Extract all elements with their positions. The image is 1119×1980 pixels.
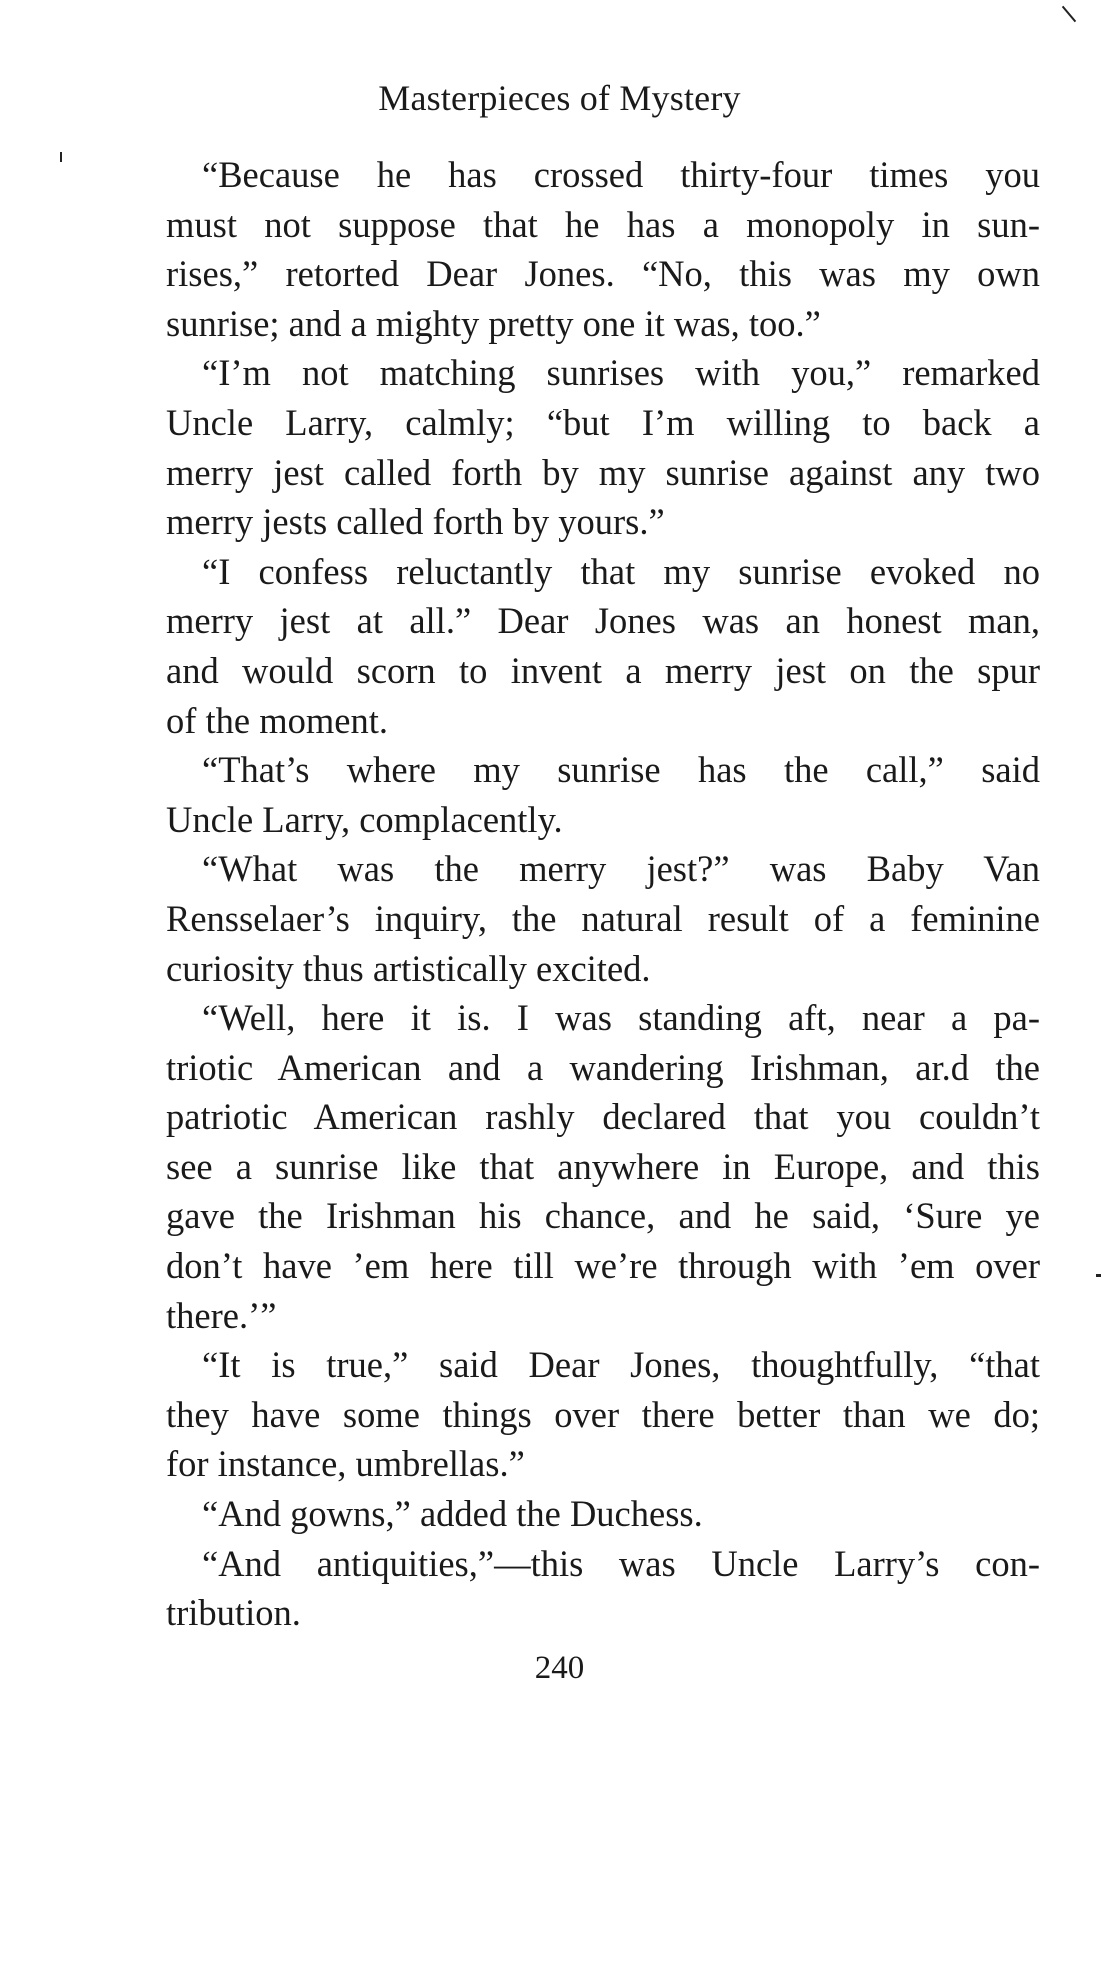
text-line: rises,” retorted Dear Jones. “No, this was my own (166, 253, 1040, 295)
text-line: and would scorn to invent a merry jest on the spur (166, 649, 1040, 691)
text-line: see a sunrise like that anywhere in Europe, and this (166, 1145, 1040, 1187)
scan-mark (1096, 1274, 1101, 1277)
text-line: sunrise; and a mighty pretty one it was, too.” (166, 302, 821, 344)
text-line: Uncle Larry, complacently. (166, 798, 563, 840)
text-line: tribution. (166, 1592, 301, 1634)
text-line: “Because he has crossed thirty-four times you (202, 154, 1040, 195)
body-text (130, 150, 1040, 1638)
paragraph (130, 150, 1040, 348)
scan-mark (60, 152, 62, 162)
paragraph (130, 993, 1040, 1340)
paragraph (130, 844, 1040, 993)
text-line: merry jest at all.” Dear Jones was an honest man, (166, 600, 1040, 642)
text-line: patriotic American rashly declared that you couldn’t (166, 1096, 1040, 1138)
running-head: Masterpieces of Mystery (378, 78, 741, 118)
text-line: merry jest called forth by my sunrise against any two (166, 451, 1040, 493)
text-line: “I’m not matching sunrises with you,” remarked (202, 352, 1040, 394)
text-line: “I confess reluctantly that my sunrise evoked no (202, 550, 1040, 592)
text-line: “It is true,” said Dear Jones, thoughtfully, “that (202, 1344, 1040, 1386)
text-line: there.’” (166, 1294, 277, 1336)
text-line: for instance, umbrellas.” (166, 1443, 525, 1485)
text-line: triotic American and a wandering Irishman, ar.d the (166, 1046, 1040, 1088)
text-line: “And gowns,” added the Duchess. (202, 1493, 703, 1535)
text-line: they have some things over there better than we do; (166, 1393, 1040, 1435)
text-line: “Well, here it is. I was standing aft, near a pa- (202, 997, 1040, 1039)
text-line: Rensselaer’s inquiry, the natural result of a feminine (166, 897, 1040, 939)
text-line: merry jests called forth by yours.” (166, 501, 665, 543)
text-line: Uncle Larry, calmly; “but I’m willing to back a (166, 401, 1040, 443)
paragraph (130, 348, 1040, 546)
text-line: don’t have ’em here till we’re through with ’em over (166, 1245, 1040, 1287)
text-line: “What was the merry jest?” was Baby Van (202, 848, 1040, 890)
scan-mark (1062, 6, 1076, 23)
paragraph (130, 547, 1040, 745)
page-number: 240 (534, 1650, 585, 1686)
text-line: must not suppose that he has a monopoly in sun- (166, 203, 1040, 245)
paragraph (130, 1539, 1040, 1638)
paragraph (130, 1340, 1040, 1489)
paragraph (130, 745, 1040, 844)
text-line: gave the Irishman his chance, and he said, ‘Sure ye (166, 1195, 1040, 1237)
text-line: “And antiquities,”—this was Uncle Larry’s con- (202, 1542, 1040, 1584)
text-line: of the moment. (166, 699, 388, 741)
text-line: curiosity thus artistically excited. (166, 947, 651, 989)
paragraph (130, 1489, 1040, 1539)
text-line: “That’s where my sunrise has the call,” said (202, 749, 1040, 791)
